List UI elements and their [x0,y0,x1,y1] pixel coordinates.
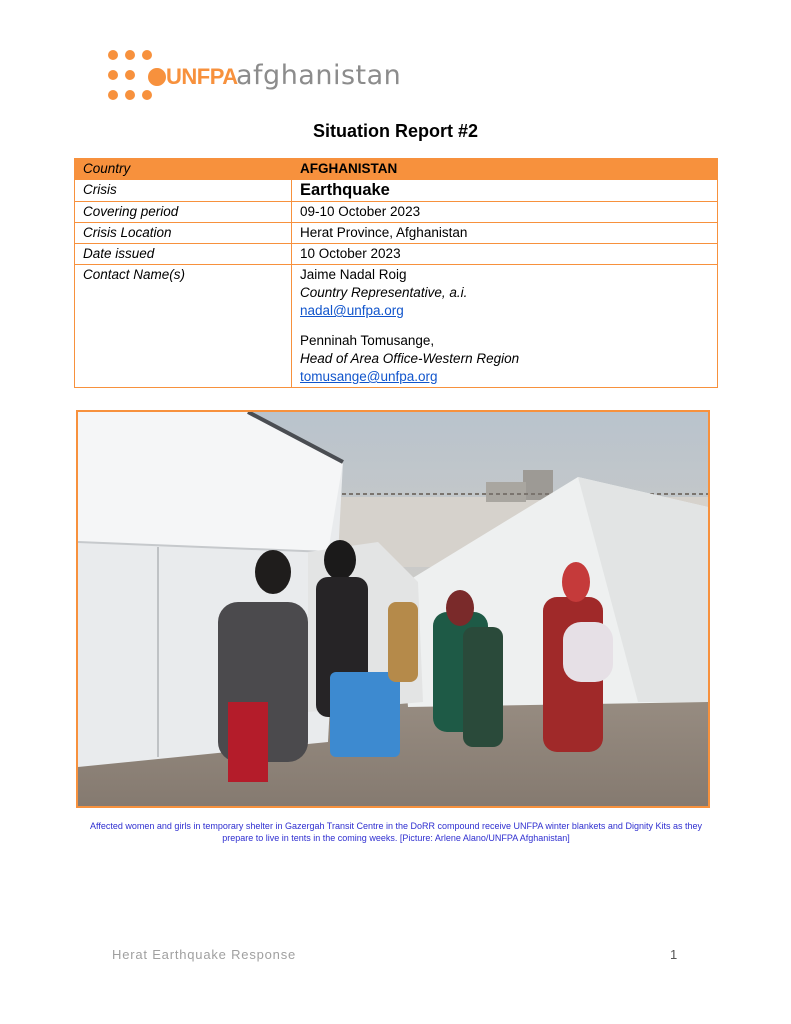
contact-role: Country Representative, a.i. [300,285,468,300]
date-label: Date issued [75,244,292,265]
unfpa-dots-icon [108,50,164,106]
period-value: 09-10 October 2023 [292,202,718,223]
table-row [75,244,718,265]
logo-brand: UNFPA [166,64,238,89]
country-value: AFGHANISTAN [292,159,718,180]
page-title: Situation Report #2 [312,121,478,141]
un-globe-icon [146,66,168,88]
crisis-value [292,180,718,202]
table-row [75,159,718,180]
crisis-label: Crisis [75,180,292,202]
logo-country: afghanistan [236,60,402,91]
unfpa-logo [108,50,238,106]
crisis-value-text: Earthquake [300,181,390,199]
contact-email-link[interactable]: tomusange@unfpa.org [300,369,438,384]
contact-email-link[interactable]: nadal@unfpa.org [300,303,404,318]
photo-caption: Affected women and girls in temporary shelter in Gazergah Transit Centre in the DoRR compound receive UNFPA winter blankets and Dignity Kits as they prepare to live in tents in the coming weeks. [Picture: Arlene Alano/UNFPA Afghanistan] [90,821,702,843]
page-number: 1 [670,947,678,962]
country-label: Country [75,159,292,180]
contact-name: Jaime Nadal Roig [300,267,407,282]
photo-tents-women-carrying-blankets [76,410,710,808]
table-row [75,202,718,223]
contact-value [292,265,718,388]
contact-label: Contact Name(s) [75,265,292,388]
location-value: Herat Province, Afghanistan [292,223,718,244]
footer-title: Herat Earthquake Response [112,947,297,962]
info-table [74,158,718,388]
date-value: 10 October 2023 [292,244,718,265]
location-label: Crisis Location [75,223,292,244]
table-row [75,180,718,202]
contact-role: Head of Area Office-Western Region [300,351,520,366]
table-row [75,265,718,388]
period-label: Covering period [75,202,292,223]
table-row [75,223,718,244]
contact-name: Penninah Tomusange, [300,333,435,348]
